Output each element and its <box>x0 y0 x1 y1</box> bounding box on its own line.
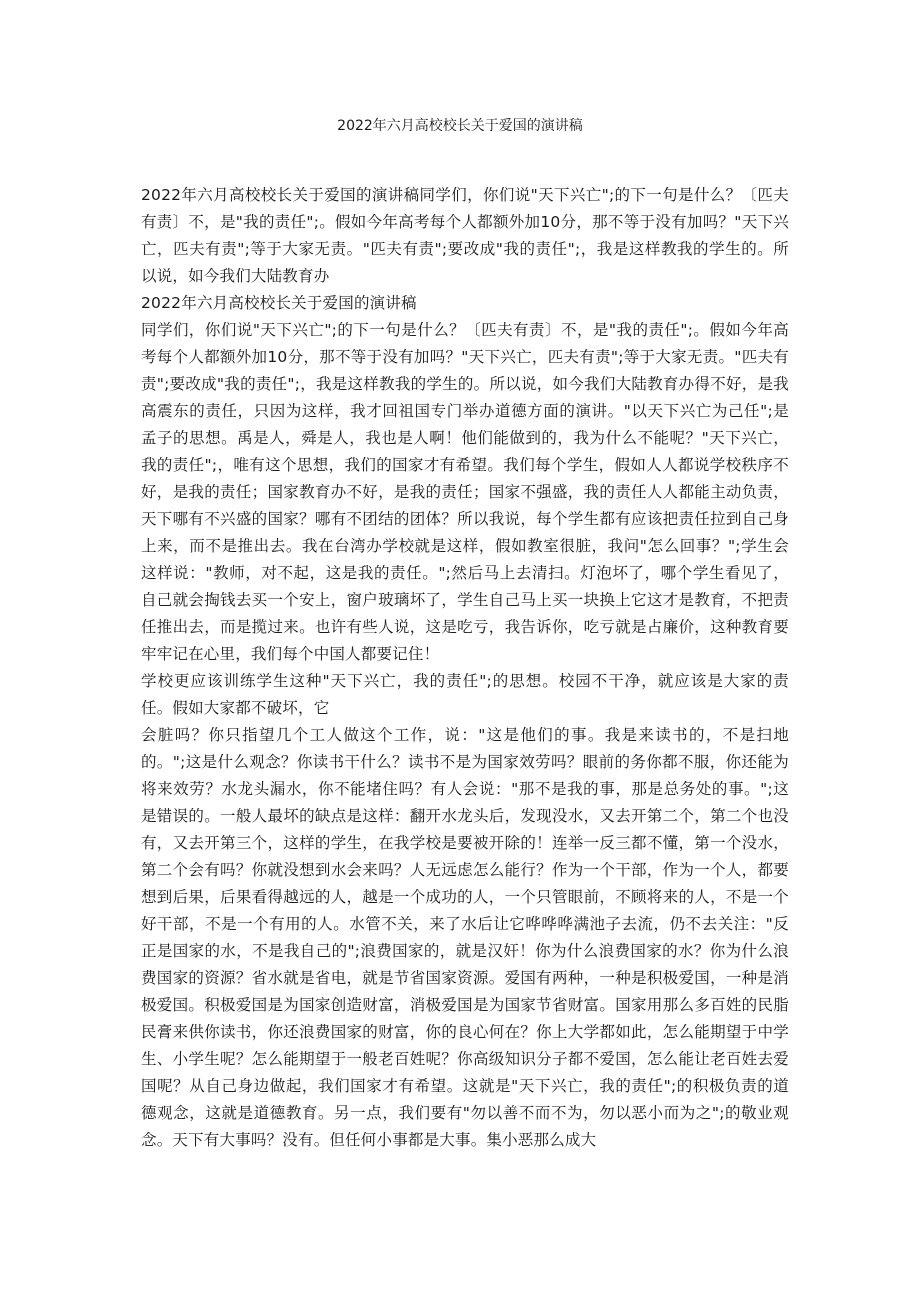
paragraph-body-2: 学校更应该训练学生这种"天下兴亡，我的责任";的思想。校园不干净，就应该是大家的责任。假如大家都不破坏，它 <box>141 672 789 717</box>
paragraph-body-1: 同学们，你们说"天下兴亡";的下一句是什么？〔匹夫有责〕不，是"我的责任";。假如今年高考每个人都额外加10分，那不等于没有加吗？"天下兴亡，匹夫有责";等于大家无责。"匹夫有责";要改成"我的责任";，我是这样教我的学生的。所以说，如今我们大陆教育办得不好，是我高震东的责任，只因为这样，我才回祖国专门举办道德方面的演讲。"以天下兴亡为己任";是孟子的思想。禹是人，舜是人，我也是人啊！他们能做到的，我为什么不能呢？"天下兴亡，我的责任";，唯有这个思想，我们的国家才有希望。我们每个学生，假如人人都说学校秩序不好，是我的责任；国家教育办不好，是我的责任；国家不强盛，我的责任人人都能主动负责，天下哪有不兴盛的国家？哪有不团结的团体？所以我说，每个学生都有应该把责任拉到自己身上来，而不是推出去。我在台湾办学校就是这样，假如教室很脏，我问"怎么回事？";学生会这样说："教师，对不起，这是我的责任。";然后马上去清扫。灯泡坏了，哪个学生看见了，自己就会掏钱去买一个安上，窗户玻璃坏了，学生自己马上买一块换上它这才是教育，不把责任推出去，而是揽过来。也许有些人说，这是吃亏，我告诉你，吃亏就是占廉价，这种教育要牢牢记在心里，我们每个中国人都要记住！ <box>141 321 789 663</box>
paragraph-summary: 2022年六月高校校长关于爱国的演讲稿同学们，你们说"天下兴亡";的下一句是什么？〔匹夫有责〕不，是"我的责任";。假如今年高考每个人都额外加10分，那不等于没有加吗？"天下兴亡，匹夫有责";等于大家无责。"匹夫有责";要改成"我的责任";，我是这样教我的学生的。所以说，如今我们大陆教育办 <box>141 186 789 285</box>
paragraph-body-3: 会脏吗？你只指望几个工人做这个工作，说："这是他们的事。我是来读书的，不是扫地的。";这是什么观念？你读书干什么？读书不是为国家效劳吗？眼前的务你都不服，你还能为将来效劳？水龙头漏水，你不能堵住吗？有人会说："那不是我的事，那是总务处的事。";这是错误的。一般人最坏的缺点是这样：翻开水龙头后，发现没水，又去开第二个，第二个也没有，又去开第三个，这样的学生，在我学校是要被开除的！连举一反三都不懂，第一个没水，第二个会有吗？你就没想到水会来吗？人无远虑怎么能行？作为一个干部，作为一个人，都要想到后果，后果看得越远的人，越是一个成功的人，一个只管眼前，不顾将来的人，不是一个好干部，不是一个有用的人。水管不关，来了水后让它哗哗哗满池子去流，仍不去关注："反正是国家的水，不是我自己的";浪费国家的，就是汉奸！你为什么浪费国家的水？你为什么浪费国家的资源？省水就是省电，就是节省国家资源。爱国有两种，一种是积极爱国，一种是消极爱国。积极爱国是为国家创造财富，消极爱国是为国家节省财富。国家用那么多百姓的民脂民膏来供你读书，你还浪费国家的财富，你的良心何在？你上大学都如此，怎么能期望于中学生、小学生呢？怎么能期望于一般老百姓呢？你高级知识分子都不爱国，怎么能让老百姓去爱国呢？从自己身边做起，我们国家才有希望。这就是"天下兴亡，我的责任";的积极负责的道德观念，这就是道德教育。另一点，我们要有"勿以善不而不为，勿以恶小而为之";的敬业观念。天下有大事吗？没有。但任何小事都是大事。集小恶那么成大 <box>141 726 789 1149</box>
page-title: 2022年六月高校校长关于爱国的演讲稿 <box>337 118 583 134</box>
paragraph-heading: 2022年六月高校校长关于爱国的演讲稿 <box>141 294 417 312</box>
document-body <box>141 182 789 1154</box>
